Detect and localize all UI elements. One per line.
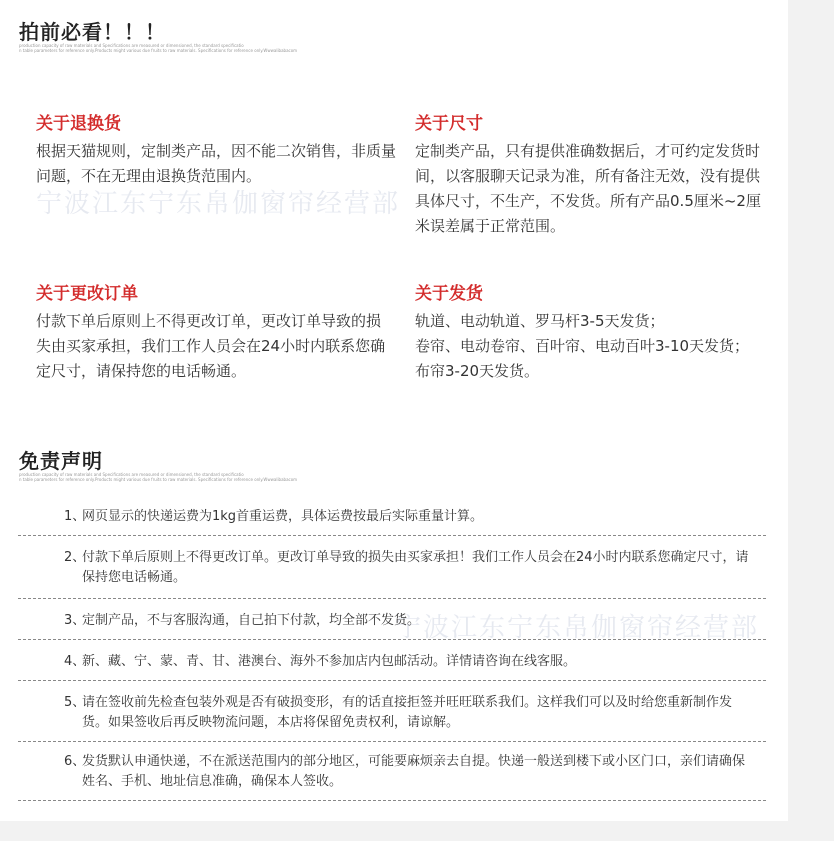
notice-change-order-body: 付款下单后原则上不得更改订单，更改订单导致的损失由买家承担，我们工作人员会在24小时内联系您确定尺寸，请保持您的电话畅通。 [36,312,386,380]
notice-change-order [36,283,386,384]
disclaimer-item [18,536,766,599]
disclaimer-item [18,681,766,742]
disclaimer-item-text: 付款下单后原则上不得更改订单。更改订单导致的损失由买家承担！我们工作人员会在24小时内联系您确定尺寸，请保持您电话畅通。 [82,550,749,585]
watermark-top: 宁波江东宁东帛伽窗帘经营部 [36,189,401,219]
notice-shipping-title: 关于发货 [415,284,483,304]
notice-returns [36,113,396,189]
page-subtitle-line-2: n table parameters for reference only.Products might various due fruits to raw materials. Specifications for reference only.Wwwalibabacom [19,48,298,53]
notice-shipping [415,283,795,384]
disclaimer-item-text: 请在签收前先检查包装外观是否有破损变形，有的话直接拒签并旺旺联系我们。这样我们可以及时给您重新制作发货。如果签收后再反映物流问题，本店将保留免责权利，请谅解。 [82,695,733,730]
disclaimer-item [18,742,766,801]
bottom-gutter [0,821,834,841]
disclaimer-subtitle-line-2: n table parameters for reference only.Products might various due fruits to raw materials. Specifications for reference only.Wwwalibabacom [19,477,298,482]
notice-change-order-title: 关于更改订单 [36,284,138,304]
disclaimer-title: 免责声明 [19,449,103,473]
notice-shipping-line-1: 轨道、电动轨道、罗马杆3-5天发货； [415,312,665,330]
disclaimer-list [18,500,766,801]
disclaimer-item-number: 2、 [64,550,86,565]
disclaimer-item [18,640,766,681]
disclaimer-item [18,500,766,536]
notice-returns-title: 关于退换货 [36,114,121,134]
notice-size-body: 定制类产品，只有提供准确数据后，才可约定发货时间，以客服聊天记录为准，所有备注无效，没有提供具体尺寸，不生产，不发货。所有产品0.5厘米~2厘米误差属于正常范围。 [415,142,761,235]
disclaimer-item-number: 3、 [64,613,86,628]
notice-returns-body: 根据天猫规则，定制类产品，因不能二次销售，非质量问题，不在无理由退换货范围内。 [36,142,397,185]
page-subtitle [19,43,319,53]
disclaimer-item-text: 网页显示的快递运费为1kg首重运费，具体运费按最后实际重量计算。 [82,509,484,524]
watermark-bottom: 宁波江东宁东帛伽窗帘经营部 [395,613,760,643]
right-gutter [788,0,834,841]
page-title: 拍前必看！！！ [19,20,166,44]
disclaimer-item-text: 新、藏、宁、蒙、青、甘、港澳台、海外不参加店内包邮活动。详情请咨询在线客服。 [82,654,577,669]
disclaimer-item-text: 发货默认申通快递，不在派送范围内的部分地区，可能要麻烦亲去自提。快递一般送到楼下或小区门口，亲们请确保姓名、手机、地址信息准确，确保本人签收。 [82,754,746,789]
notice-shipping-line-3: 布帘3-20天发货。 [415,362,540,380]
disclaimer-item-number: 6、 [64,754,86,769]
disclaimer-item-number: 1、 [64,509,86,524]
page-subtitle-line-1: production capacity of raw materials and Specifications are measured or dimensioned, the standard specificatio [19,43,244,48]
disclaimer-item-number: 4、 [64,654,86,669]
notice-size-title: 关于尺寸 [415,114,483,134]
disclaimer-subtitle [19,472,319,482]
disclaimer-item-number: 5、 [64,695,86,710]
disclaimer-item [18,599,766,640]
disclaimer-item-text: 定制产品，不与客服沟通，自己拍下付款，均全部不发货。 [82,613,421,628]
notice-size [415,113,765,239]
disclaimer-subtitle-line-1: production capacity of raw materials and Specifications are measured or dimensioned, the standard specificatio [19,472,244,477]
notice-shipping-line-2: 卷帘、电动卷帘、百叶帘、电动百叶3-10天发货； [415,337,750,355]
